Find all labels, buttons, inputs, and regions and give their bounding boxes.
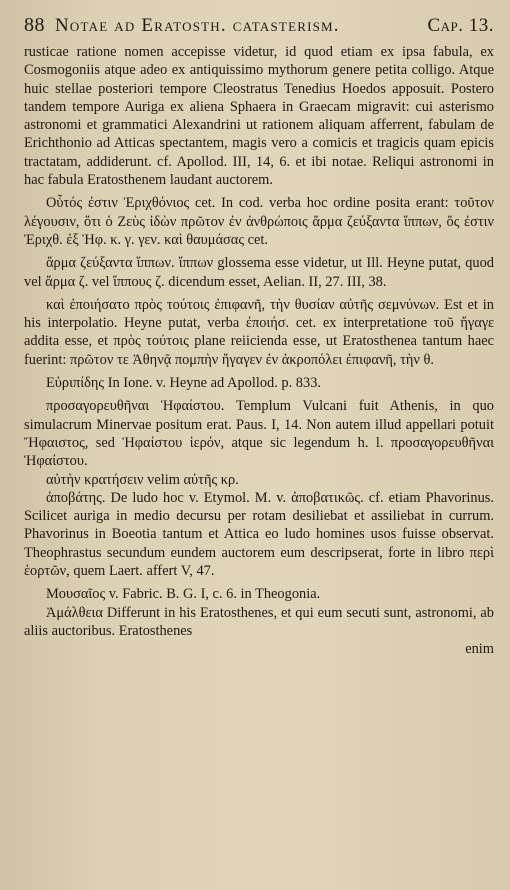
running-header [24,14,494,37]
page-body [24,43,494,659]
note-kratesein: αὐτὴν κρατήσειν velim αὐτῆς κρ. [46,471,239,488]
catchword: enim [465,641,494,658]
note-harma: ἅρμα ζεύξαντα ἵππων. ἵππων glossema esse videtur, ut Ill. Heyne putat, quod vel ἅρμα ζ. vel ἵππους ζ. dicendum esset, Aelian. II, 27. III, 38. [24,255,494,290]
page-number: 88 [24,14,45,36]
running-title: Notae ad Eratosth. catasterism. [55,15,340,36]
note-hephaestus: προσαγορευθῆναι Ἡφαίστου. Templum Vulcani fuit Athenis, in quo simulacrum Minervae positum erat. Paus. I, 14. Non autem illud appellari potuit Ἥφαιστος, sed Ἡφαίστου ἱερόν, atque sic legendum h. l. προσαγορευθῆναι Ἡφαίστου. [24,398,494,470]
note-euripides: Εὐριπίδης In Ione. v. Heyne ad Apollod. p. 833. [46,375,321,392]
note-musaeus: Μουσαῖος v. Fabric. B. G. I, c. 6. in Theogonia. [46,586,321,603]
chapter-label: Cap. 13. [427,15,494,36]
paragraph-intro: rusticae ratione nomen accepisse videtur, id quod etiam ex ipsa fabula, ex Cosmogoniis atque adeo ex antiquissimo mythorum genere petita colligo. Atque huic stellae posteriori tempore Cleostratus Tenedius Hoedos apposuit. Postero tandem tempore Auriga ex aliena Sphaera in Graecam migravit: cui asterismo astronomi et grammatici Alexandrini ut rationem aliquam afferrent, fabulam de Erichthonio ad Atticas spectantem, magis vero a comicis et tragicis quam epicis tractatam, addiderunt. cf. Apollod. III, 14, 6. et ibi notae. Reliqui astronomi in hac fabula Eratosthenem laudant auctorem. [24,44,494,189]
note-apobates: ἀποβάτης. De ludo hoc v. Etymol. M. v. ἀποβατικῶς. cf. etiam Phavorinus. Scilicet auriga in medio decursu per rotam desiliebat et assiliebat in currum. Phavorinus in Boeotia tantum et Attica eo ludo homines usos fuisse observat. Theophrastus secundum eundem auctorem eum descripserat, forte in libro περὶ ἑορτῶν, quem Laert. affert V, 47. [24,489,494,580]
note-epoiesato: καὶ ἐποιήσατο πρὸς τούτοις ἐπιφανῆ, τὴν θυσίαν αὐτῆς σεμνύνων. Est et in his interpolatio. Heyne putat, verba ἐποιήσ. cet. ex interpretatione τοῦ ἤγαγε addita esse, et πρὸς τούτοις plane reiicienda esse, ut Eratosthenea tantum haec fuerint: πρῶτον τε Ἀθηνᾷ πομπὴν ἤγαγεν ἐν ἀκροπόλει ἐπιφανῆ, τὴν θ. [24,296,494,368]
note-erichthonius: Οὗτός ἐστιν Ἐριχθόνιος cet. In cod. verba hoc ordine posita erant: τοῦτον λέγουσιν, ὅτι ὁ Ζεὺς ἰδὼν πρῶτον ἐν ἀνθρώποις ἅρμα ζεύξαντα ἵππων, ὅς ἐστιν Ἐριχθ. ἐξ Ἡφ. κ. γ. γεν. καὶ θαυμάσας cet. [24,195,494,248]
note-amalthea: Ἀμάλθεια Differunt in his Eratosthenes, et qui eum secuti sunt, astronomi, ab aliis auctoribus. Eratosthenes [24,604,494,639]
